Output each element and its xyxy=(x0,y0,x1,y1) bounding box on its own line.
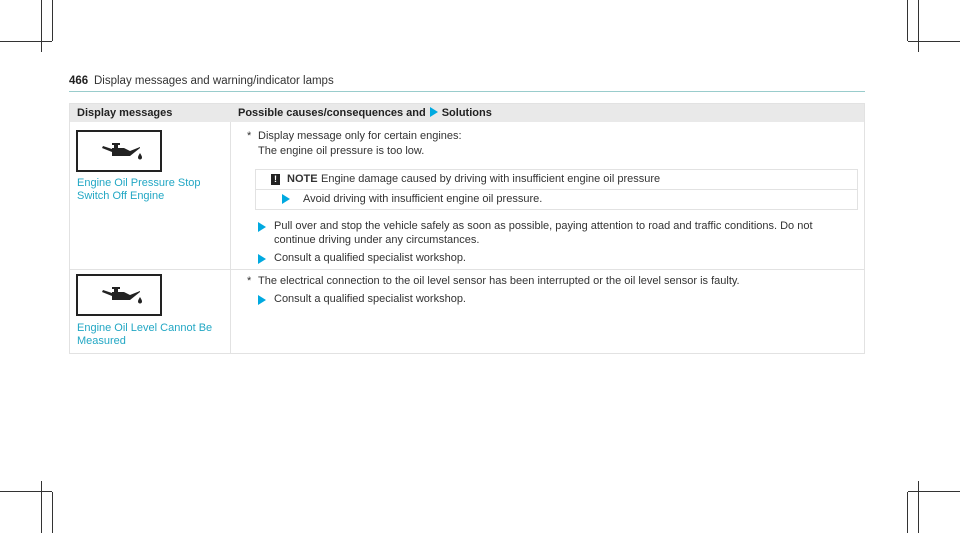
crop-mark xyxy=(907,0,908,41)
crop-mark xyxy=(918,481,919,533)
header-rule xyxy=(69,91,865,92)
cause-text: The electrical connection to the oil level sensor has been interrupted or the oil level sensor is faulty. xyxy=(258,275,740,287)
column-header-display-messages: Display messages xyxy=(77,107,173,119)
column-header-solutions xyxy=(238,107,492,119)
engine-oil-can-icon xyxy=(76,130,162,172)
column-header-solutions-suffix: Solutions xyxy=(441,107,492,119)
arrow-right-icon xyxy=(258,254,266,264)
column-divider xyxy=(230,122,231,353)
crop-mark xyxy=(918,0,919,52)
arrow-right-icon xyxy=(258,295,266,305)
solution-step-text: continue driving under any circumstances. xyxy=(274,234,480,246)
notice-step-row xyxy=(256,189,857,209)
message-oil-pressure xyxy=(77,177,222,203)
notice-label: NOTE xyxy=(287,173,318,185)
solution-step-text: Pull over and stop the vehicle safely as soon as possible, paying attention to road and traffic conditions. Do not xyxy=(274,220,813,232)
notice-step-text: Avoid driving with insufficient engine oil pressure. xyxy=(303,193,543,205)
arrow-right-icon xyxy=(258,222,266,232)
crop-mark xyxy=(41,481,42,533)
arrow-right-icon xyxy=(282,194,290,204)
crop-mark xyxy=(41,0,42,52)
row-divider xyxy=(70,269,864,270)
warning-icon: ! xyxy=(271,174,280,185)
crop-mark xyxy=(0,41,52,42)
crop-mark xyxy=(52,492,53,533)
crop-mark xyxy=(0,491,52,492)
page-number: 466 xyxy=(69,75,89,87)
crop-mark xyxy=(908,491,960,492)
table-header xyxy=(70,104,864,122)
message-line: Engine Oil Level Cannot Be xyxy=(77,322,213,334)
solution-step-text: Consult a qualified specialist workshop. xyxy=(274,252,466,264)
crop-mark xyxy=(907,492,908,533)
page-title: Display messages and warning/indicator lamps xyxy=(94,75,334,87)
crop-mark xyxy=(52,0,53,41)
message-line: Measured xyxy=(77,335,126,347)
notice-header-row xyxy=(256,170,857,189)
notice-text: Engine damage caused by driving with insufficient engine oil pressure xyxy=(321,173,661,185)
cause-text: The engine oil pressure is too low. xyxy=(258,145,425,157)
cause-text: Display message only for certain engines: xyxy=(258,130,462,142)
display-messages-table xyxy=(69,103,865,354)
arrow-right-icon xyxy=(430,107,438,117)
engine-oil-can-icon xyxy=(76,274,162,316)
column-header-solutions-prefix: Possible causes/consequences and xyxy=(238,107,426,119)
solution-step-text: Consult a qualified specialist workshop. xyxy=(274,293,466,305)
page-header xyxy=(69,71,865,93)
message-line: Switch Off Engine xyxy=(77,190,165,202)
crop-mark xyxy=(908,41,960,42)
notice-box xyxy=(255,169,858,210)
footnote-marker: * xyxy=(247,275,252,287)
message-line: Engine Oil Pressure Stop xyxy=(77,177,201,189)
message-oil-level xyxy=(77,322,222,348)
footnote-marker: * xyxy=(247,130,252,142)
